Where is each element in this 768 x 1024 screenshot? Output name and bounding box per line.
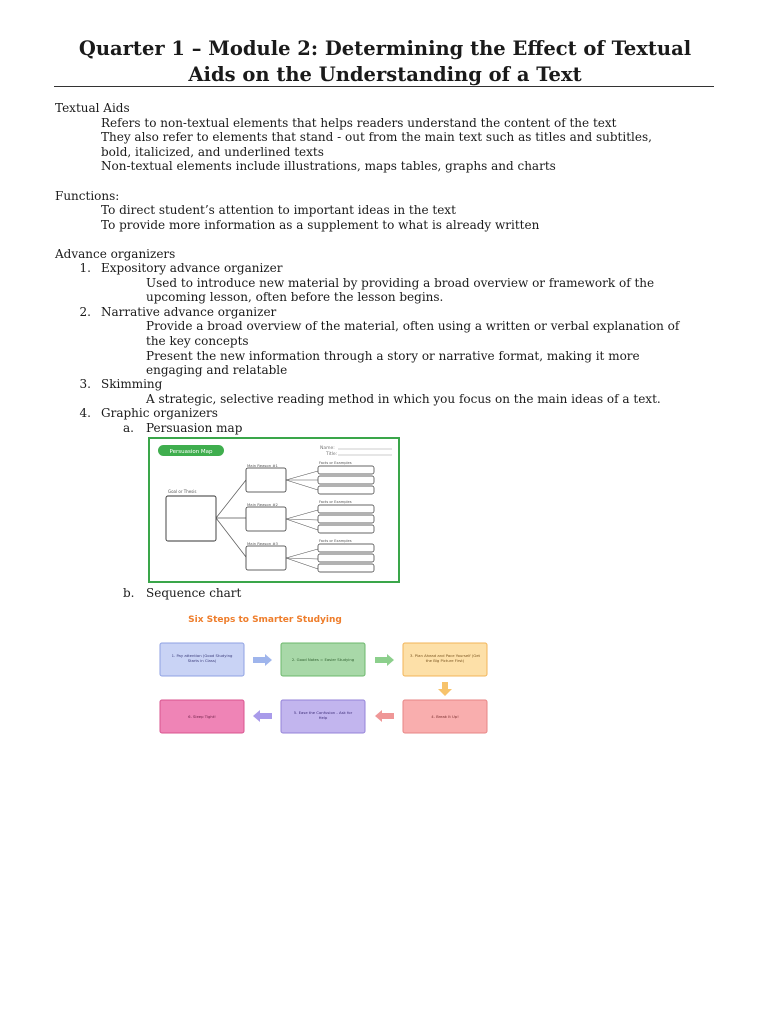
reason-label: Main Reason #3	[247, 541, 278, 546]
step-text-5: 5. Ease the Confusion - Ask for Help	[293, 710, 353, 720]
list-item-line: A strategic, selective reading method in which you focus on the main ideas of a text.	[146, 392, 661, 406]
facts-label: Facts or Examples	[319, 461, 352, 465]
sub-letter: b.	[123, 586, 135, 600]
title-divider	[54, 86, 714, 87]
list-item-line: upcoming lesson, often before the lesson begins.	[146, 290, 444, 304]
sub-label: Sequence chart	[146, 586, 242, 600]
sub-label: Persuasion map	[146, 421, 243, 435]
textual-aids-heading: Textual Aids	[55, 101, 130, 115]
reason-box	[246, 468, 286, 492]
list-item-line: Provide a broad overview of the material, often using a written or verbal explanation of	[146, 319, 680, 333]
reason-label: Main Reason #1	[247, 463, 278, 468]
goal-box	[166, 496, 216, 541]
functions-line: To direct student’s attention to important ideas in the text	[101, 203, 456, 217]
list-item-line: Used to introduce new material by providing a broad overview or framework of the	[146, 276, 655, 290]
sequence-chart-figure	[147, 600, 503, 740]
functions-heading: Functions:	[55, 189, 120, 203]
facts-label: Facts or Examples	[319, 539, 352, 543]
textual-aids-line: Non-textual elements include illustrations, maps tables, graphs and charts	[101, 159, 556, 173]
textual-aids-line: They also refer to elements that stand - out from the main text such as titles and subtitles,	[101, 130, 652, 144]
sequence-chart-title: Six Steps to Smarter Studying	[188, 615, 342, 625]
reason-box	[246, 546, 286, 570]
sub-letter: a.	[123, 421, 134, 435]
page-title	[40, 36, 730, 88]
title-label: Title:	[326, 452, 338, 457]
list-item-line: engaging and relatable	[146, 363, 288, 377]
step-text-4: 4. Break It Up!	[431, 714, 459, 719]
reason-label: Main Reason #2	[247, 502, 278, 507]
list-item-label: Narrative advance organizer	[101, 305, 277, 319]
list-item-line: the key concepts	[146, 334, 249, 348]
goal-label: Goal or Thesis	[168, 489, 197, 494]
list-number: 1.	[79, 261, 91, 275]
persuasion-map-badge-label: Persuasion Map	[169, 449, 213, 455]
functions-line: To provide more information as a supplement to what is already written	[101, 218, 540, 232]
title-line-1: Quarter 1 – Module 2: Determining the Effect of Textual	[78, 37, 692, 60]
advance-heading: Advance organizers	[55, 247, 176, 261]
textual-aids-line: bold, italicized, and underlined texts	[101, 145, 324, 159]
list-item-label: Graphic organizers	[101, 406, 218, 420]
list-number: 3.	[79, 377, 91, 391]
step-text-2: 2. Good Notes = Easier Studying	[291, 657, 355, 662]
title-line-2: Aids on the Understanding of a Text	[188, 63, 582, 86]
list-item-label: Expository advance organizer	[101, 261, 283, 275]
step-text-3: 3. Plan Ahead and Pace Yourself (Get the Big Picture First)	[409, 653, 481, 663]
list-item-label: Skimming	[101, 377, 163, 391]
reason-box	[246, 507, 286, 531]
name-label: Name:	[320, 446, 335, 451]
step-text-6: 6. Sleep Tight!	[188, 714, 216, 719]
facts-label: Facts or Examples	[319, 500, 352, 504]
persuasion-map-figure	[148, 437, 400, 583]
list-number: 2.	[79, 305, 91, 319]
list-number: 4.	[79, 406, 91, 420]
step-text-1: 1. Pay attention (Good Studying Starts in Class)	[171, 653, 233, 663]
list-item-line: Present the new information through a story or narrative format, making it more	[146, 349, 640, 363]
textual-aids-line: Refers to non-textual elements that helps readers understand the content of the text	[101, 116, 617, 130]
